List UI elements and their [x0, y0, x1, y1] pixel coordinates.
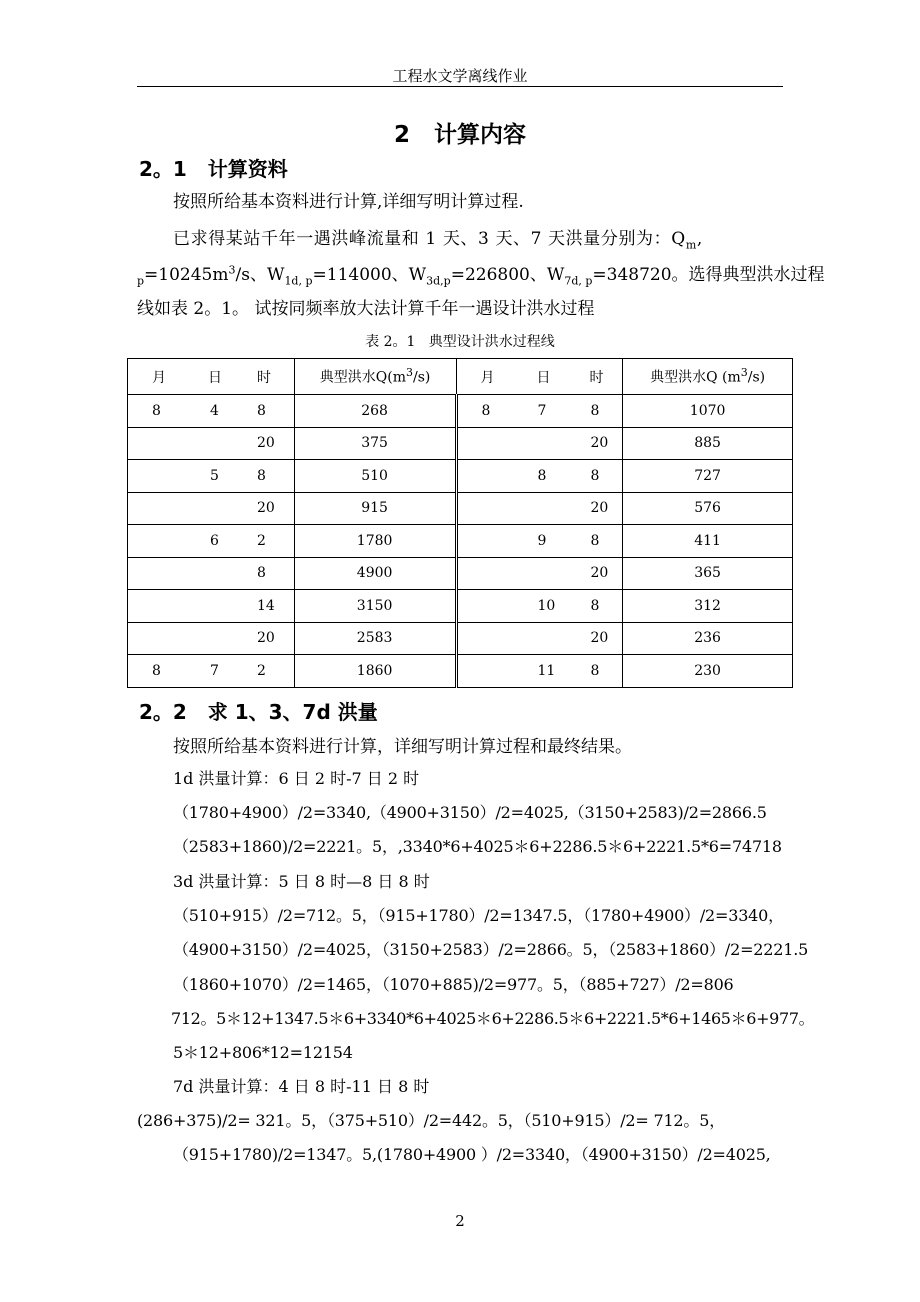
right-date-cell	[456, 557, 623, 590]
header-date-right	[456, 359, 623, 395]
section-title-text: 求 1、3、7d 洪量	[207, 700, 378, 724]
right-flow-cell: 365	[623, 557, 793, 590]
left-hour: 20	[257, 500, 275, 517]
table-header-row	[128, 359, 793, 395]
left-flow-cell: 268	[294, 395, 456, 428]
left-flow-cell: 510	[294, 460, 456, 493]
flood-hydrograph-table	[127, 358, 793, 688]
right-flow-cell: 312	[623, 590, 793, 623]
d1-calc-line2: （2583+1860)/2=2221。5，,3340*6+4025＊6+2286.5＊6+2221.5*6=74718	[173, 837, 782, 856]
right-day: 9	[537, 532, 547, 549]
right-flow-cell: 1070	[623, 395, 793, 428]
right-date-cell	[456, 492, 623, 525]
left-hour: 14	[257, 597, 275, 614]
right-date-cell	[456, 460, 623, 493]
section-2-1-intro-line1	[173, 224, 703, 251]
header-flow-left-text: 典型洪水Q(m	[319, 369, 407, 386]
header-month: 月	[480, 369, 495, 386]
section-title-text: 计算资料	[207, 157, 288, 181]
header-hour: 时	[589, 369, 604, 386]
table-row	[128, 525, 793, 558]
chapter-title	[0, 116, 920, 149]
left-flow-cell: 1860	[294, 655, 456, 688]
header-flow-right	[623, 359, 793, 395]
left-flow-cell: 915	[294, 492, 456, 525]
header-flow-right-sup: 3	[740, 366, 748, 380]
intro-text: 已求得某站千年一遇洪峰流量和 1 天、3 天、7 天洪量分别为：Q	[173, 229, 686, 249]
right-flow-cell: 576	[623, 492, 793, 525]
left-day: 6	[210, 532, 219, 549]
left-hour: 20	[257, 435, 275, 452]
right-hour: 8	[590, 532, 600, 549]
left-hour: 20	[257, 630, 275, 647]
right-date-cell	[456, 590, 623, 623]
chapter-number: 2	[393, 122, 410, 148]
chapter-title-text: 计算内容	[434, 122, 527, 148]
left-date-cell	[128, 492, 295, 525]
right-hour: 20	[590, 500, 609, 517]
left-date-cell	[128, 427, 295, 460]
page-number: 2	[455, 1212, 465, 1230]
right-date-cell	[456, 622, 623, 655]
left-flow-cell: 2583	[294, 622, 456, 655]
left-day: 7	[210, 662, 219, 679]
section-2-2-instruction: 按照所给基本资料进行计算，详细写明计算过程和最终结果。	[173, 737, 632, 757]
header-rule	[137, 86, 783, 87]
left-flow-cell: 375	[294, 427, 456, 460]
left-hour: 8	[257, 565, 266, 582]
d7-calc-line2: （915+1780)/2=1347。5,(1780+4900 ）/2=3340，（4900+3150）/2=4025,	[173, 1145, 771, 1164]
right-hour: 8	[590, 597, 600, 614]
d3-heading: 3d 洪量计算：5 日 8 时—8 日 8 时	[173, 872, 430, 891]
header-flow-left-tail: /s)	[413, 369, 431, 386]
left-date-cell	[128, 622, 295, 655]
table-row	[128, 655, 793, 688]
left-hour: 8	[257, 402, 266, 419]
section-2-1-instruction: 按照所给基本资料进行计算,详细写明计算过程.	[173, 192, 524, 212]
header-hour: 时	[257, 369, 271, 386]
w1-subscript: 1d, p	[284, 274, 313, 288]
right-hour: 20	[590, 630, 609, 647]
section-number: 2。1	[139, 157, 187, 181]
header-flow-left	[294, 359, 456, 395]
left-date-cell	[128, 460, 295, 493]
d3-calc-line5: 5＊12+806*12=12154	[173, 1043, 353, 1062]
left-date-cell	[128, 557, 295, 590]
d3-calc-line2: （4900+3150）/2=4025，（3150+2583）/2=2866。5，（2583+1860）/2=2221.5	[173, 940, 809, 959]
left-month: 8	[152, 402, 161, 419]
left-day: 5	[210, 467, 219, 484]
qm-subscript: m	[685, 238, 697, 252]
w3-value: =226800、W	[450, 265, 565, 285]
left-date-cell	[128, 395, 295, 428]
d7-calc-line1: (286+375)/2= 321。5，（375+510）/2=442。5，（510+915）/2= 712。5，	[137, 1111, 725, 1130]
header-month: 月	[152, 369, 166, 386]
section-2-1-intro-line3: 线如表 2。1。 试按同频率放大法计算千年一遇设计洪水过程	[137, 299, 595, 319]
left-hour: 2	[257, 532, 266, 549]
left-month: 8	[152, 662, 161, 679]
header-flow-right-tail: /s)	[747, 369, 766, 386]
section-2-1-intro-line2	[137, 260, 825, 287]
d3-calc-line1: （510+915）/2=712。5，（915+1780）/2=1347.5，（1780+4900）/2=3340，	[173, 906, 784, 925]
left-date-cell	[128, 525, 295, 558]
section-2-2-heading	[139, 696, 378, 725]
p-subscript: p	[137, 274, 145, 288]
right-hour: 20	[590, 565, 609, 582]
left-day: 4	[210, 402, 219, 419]
right-date-cell	[456, 655, 623, 688]
header-day: 日	[536, 369, 551, 386]
right-date-cell	[456, 395, 623, 428]
right-hour: 8	[590, 467, 600, 484]
running-header: 工程水文学离线作业	[392, 67, 528, 85]
header-date-left	[128, 359, 295, 395]
right-hour: 20	[590, 435, 609, 452]
left-date-cell	[128, 590, 295, 623]
left-flow-cell: 4900	[294, 557, 456, 590]
right-flow-cell: 727	[623, 460, 793, 493]
left-flow-cell: 1780	[294, 525, 456, 558]
right-day: 8	[537, 467, 547, 484]
w3-subscript: 3d,p	[426, 274, 451, 288]
table-row	[128, 492, 793, 525]
intro-comma: ,	[696, 229, 703, 249]
table-row	[128, 622, 793, 655]
right-month: 8	[481, 402, 491, 419]
table-row	[128, 460, 793, 493]
header-day: 日	[208, 369, 222, 386]
d1-heading: 1d 洪量计算：6 日 2 时-7 日 2 时	[173, 769, 420, 788]
table-row	[128, 557, 793, 590]
header-flow-right-text: 典型洪水Q (m	[650, 369, 741, 386]
header-flow-left-sup: 3	[406, 366, 414, 380]
right-flow-cell: 411	[623, 525, 793, 558]
table-caption: 表 2。1 典型设计洪水过程线	[365, 334, 555, 350]
right-hour: 8	[590, 402, 600, 419]
d7-heading: 7d 洪量计算：4 日 8 时-11 日 8 时	[173, 1077, 430, 1096]
table-row	[128, 395, 793, 428]
d1-calc-line1: （1780+4900）/2=3340,（4900+3150）/2=4025,（3150+2583)/2=2866.5	[173, 803, 767, 822]
right-day: 7	[537, 402, 547, 419]
right-date-cell	[456, 525, 623, 558]
w1-value: =114000、W	[312, 265, 427, 285]
table-row	[128, 590, 793, 623]
table-body	[128, 395, 793, 688]
qm-unit: /s、W	[235, 265, 285, 285]
right-date-cell	[456, 427, 623, 460]
table-row	[128, 427, 793, 460]
right-day: 11	[537, 662, 556, 679]
right-flow-cell: 230	[623, 655, 793, 688]
w7-subscript: 7d, p	[564, 274, 593, 288]
left-hour: 2	[257, 662, 266, 679]
right-hour: 8	[590, 662, 600, 679]
qm-value: =10245m	[144, 265, 229, 285]
left-flow-cell: 3150	[294, 590, 456, 623]
left-hour: 8	[257, 467, 266, 484]
w7-value: =348720。选得典型洪水过程	[592, 265, 825, 285]
right-day: 10	[537, 597, 556, 614]
right-flow-cell: 885	[623, 427, 793, 460]
qm-superscript: 3	[228, 263, 236, 277]
right-flow-cell: 236	[623, 622, 793, 655]
left-date-cell	[128, 655, 295, 688]
section-2-1-heading	[139, 153, 288, 182]
section-number: 2。2	[139, 700, 187, 724]
d3-calc-line4: 712。5＊12+1347.5＊6+3340*6+4025＊6+2286.5＊6+2221.5*6+1465＊6+977。	[171, 1009, 815, 1028]
d3-calc-line3: （1860+1070）/2=1465，（1070+885)/2=977。5，（885+727）/2=806	[173, 975, 734, 994]
